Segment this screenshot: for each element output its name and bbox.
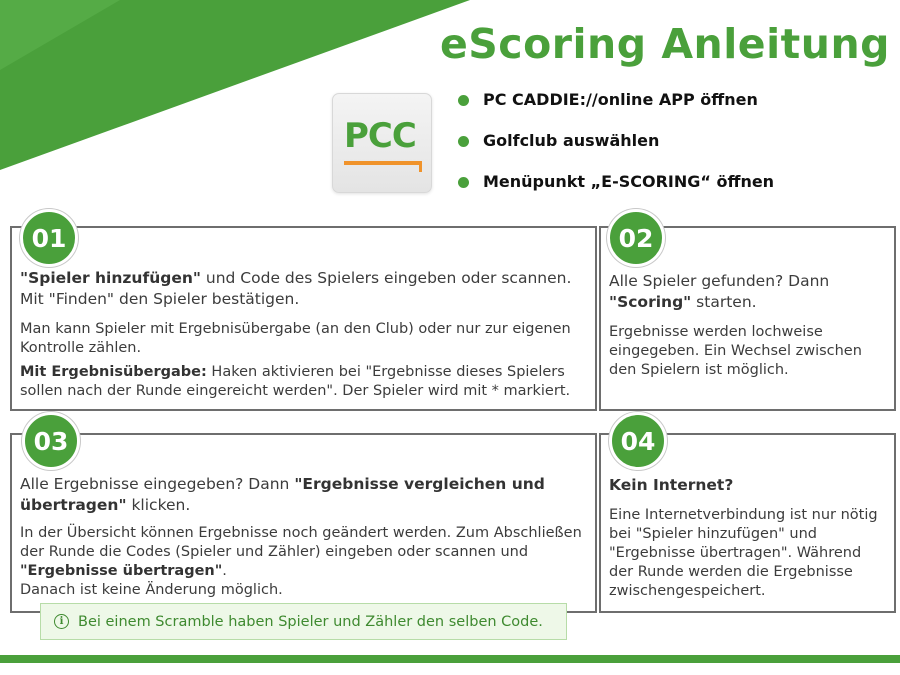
intro-step (458, 131, 774, 172)
section-02-lead: Alle Spieler gefunden? Dann "Scoring" starten. (609, 272, 830, 311)
intro-step (458, 90, 774, 131)
intro-step-label: PC CADDIE://online APP öffnen (483, 90, 758, 109)
step-badge-02: 02 (607, 209, 665, 267)
bullet-icon (458, 95, 469, 106)
section-03 (10, 433, 597, 613)
section-03-lead: Alle Ergebnisse eingegeben? Dann "Ergebnisse vergleichen und übertragen" klicken. (20, 475, 545, 514)
logo-underline (344, 161, 421, 165)
step-badge-03: 03 (22, 412, 80, 470)
section-01 (10, 226, 597, 411)
scramble-notice (40, 603, 567, 640)
bullet-icon (458, 136, 469, 147)
pcc-logo (332, 93, 432, 193)
intro-step-label: Menüpunkt „E-SCORING“ öffnen (483, 172, 775, 191)
page-title: eScoring Anleitung (439, 20, 890, 68)
footer-bar (0, 655, 900, 663)
intro-step (458, 172, 774, 213)
section-04-heading: Kein Internet? (609, 476, 734, 494)
info-icon: i (54, 614, 69, 629)
section-03-text: In der Übersicht können Ergebnisse noch geändert werden. Zum Abschließen der Runde die Codes (Spieler und Zähler) eingeben oder scannen und "Ergebnisse übertragen". (20, 525, 582, 579)
step-badge-04: 04 (609, 412, 667, 470)
section-04-text: Eine Internetverbindung ist nur nötig bei "Spieler hinzufügen" und "Ergebnisse übertragen". Während der Runde werden die Ergebnisse zwischengespeichert. (609, 507, 878, 599)
logo-text: PCC (344, 116, 416, 156)
logo-tick (419, 161, 422, 172)
section-01-lead: "Spieler hinzufügen" und Code des Spielers eingeben oder scannen. Mit "Finden" den Spieler bestätigen. (20, 269, 572, 308)
bullet-icon (458, 177, 469, 188)
section-03-text-last: Danach ist keine Änderung möglich. (20, 582, 283, 598)
intro-steps-list (458, 90, 774, 213)
section-02-text: Ergebnisse werden lochweise eingegeben. Ein Wechsel zwischen den Spielern ist möglich. (609, 324, 862, 378)
step-badge-01: 01 (20, 209, 78, 267)
section-01-text: Man kann Spieler mit Ergebnisübergabe (an den Club) oder nur zur eigenen Kontrolle zählen. (20, 321, 571, 356)
scramble-notice-text: Bei einem Scramble haben Spieler und Zähler den selben Code. (78, 613, 543, 630)
intro-step-label: Golfclub auswählen (483, 131, 660, 150)
section-01-note: Mit Ergebnisübergabe: Haken aktivieren bei "Ergebnisse dieses Spielers sollen nach der Runde eingereicht werden". Der Spieler wird mit * markiert. (20, 364, 571, 399)
